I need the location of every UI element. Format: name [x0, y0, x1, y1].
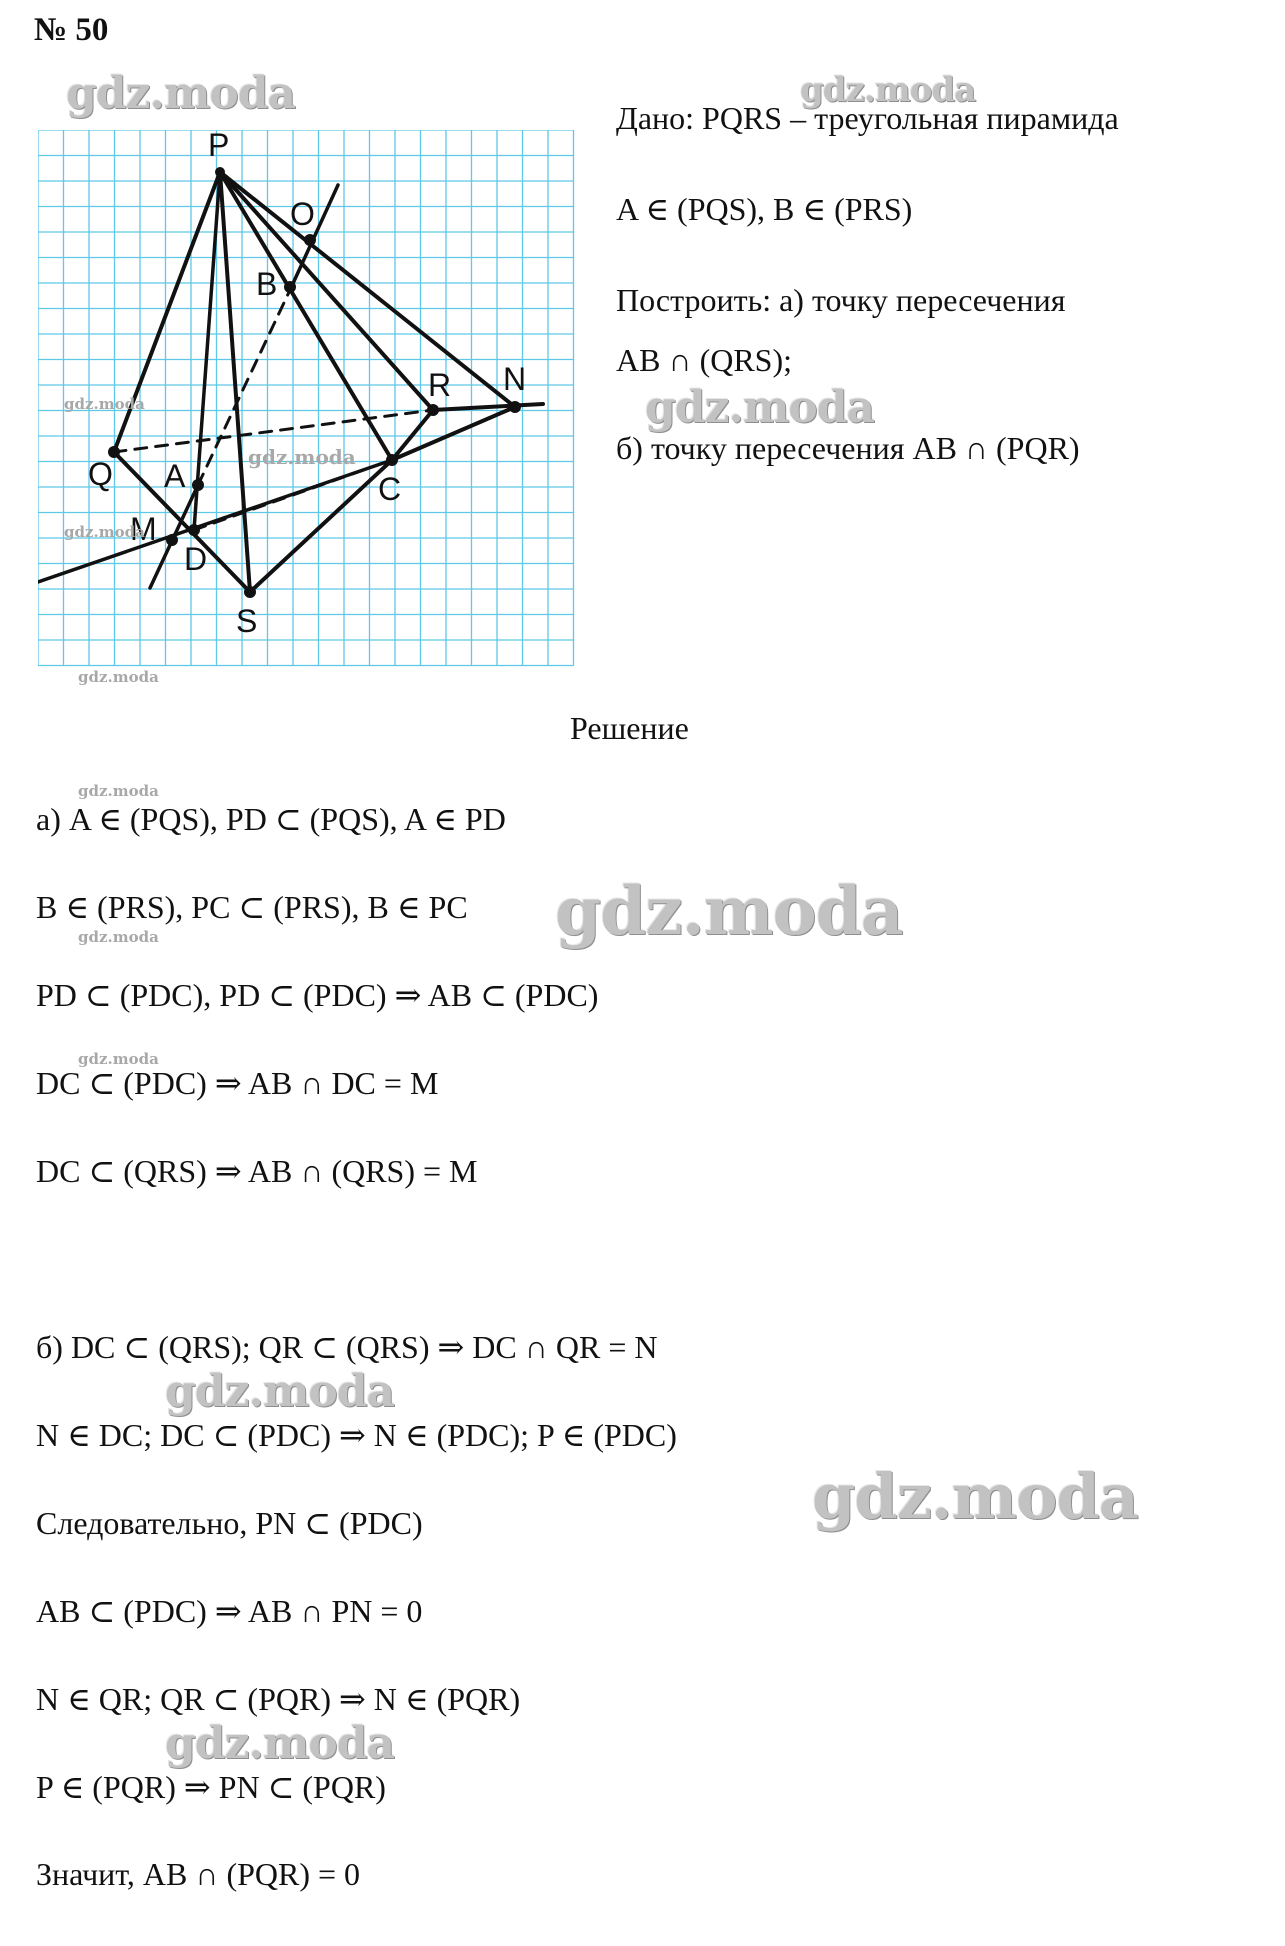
solution-line: DC ⊂ (QRS) ⇒ AB ∩ (QRS) = M [36, 1153, 478, 1189]
point-D [188, 524, 200, 536]
edge-SC [250, 460, 392, 592]
watermark-small: gdz.moda [78, 668, 159, 686]
solution-line: а) A ∈ (PQS), PD ⊂ (PQS), A ∈ PD [36, 801, 506, 837]
given-line-1: Дано: PQRS – треугольная пирамида [616, 100, 1119, 136]
point-S [244, 586, 256, 598]
solution-line: N ∈ DC; DC ⊂ (PDC) ⇒ N ∈ (PDC); P ∈ (PDC) [36, 1417, 677, 1453]
label-N: N [503, 361, 527, 397]
watermark: gdz.moda [165, 1718, 395, 1769]
watermark-small: gdz.moda [64, 523, 145, 541]
watermark: gdz.moda [645, 382, 875, 433]
given-line-4: AB ∩ (QRS); [616, 342, 793, 378]
solution-line: Значит, AB ∩ (PQR) = 0 [36, 1856, 361, 1892]
point-C [386, 454, 398, 466]
label-M: M [130, 511, 157, 547]
label-O: O [290, 196, 315, 232]
line-RN-ext [433, 404, 543, 410]
point-R [427, 404, 439, 416]
watermark: gdz.moda [555, 872, 903, 950]
given-line-3: Построить: а) точку пересечения [616, 282, 1066, 318]
solution-line: AB ⊂ (PDC) ⇒ AB ∩ PN = 0 [36, 1593, 423, 1629]
solution-line: PD ⊂ (PDC), PD ⊂ (PDC) ⇒ AB ⊂ (PDC) [36, 977, 599, 1013]
solution-line: DC ⊂ (PDC) ⇒ AB ∩ DC = M [36, 1065, 439, 1101]
label-A: A [164, 458, 186, 494]
watermark: gdz.moda [812, 1460, 1138, 1533]
solution-line: Следовательно, PN ⊂ (PDC) [36, 1505, 423, 1541]
label-B: B [256, 266, 278, 302]
problem-number: № 50 [34, 12, 109, 48]
label-P: P [208, 130, 230, 163]
label-S: S [236, 603, 258, 639]
solution-title: Решение [570, 710, 689, 746]
solution-line: N ∈ QR; QR ⊂ (PQR) ⇒ N ∈ (PQR) [36, 1681, 521, 1717]
watermark: gdz.moda [165, 1366, 395, 1417]
point-M [166, 534, 178, 546]
point-P [215, 167, 225, 177]
watermark-small: gdz.moda [78, 928, 159, 946]
watermark: gdz.moda [800, 70, 976, 110]
point-O [304, 234, 316, 246]
label-Q: Q [88, 456, 113, 492]
watermark-small: gdz.moda [64, 395, 145, 413]
label-R: R [428, 367, 452, 403]
point-N [509, 401, 521, 413]
solution-line: б) DC ⊂ (QRS); QR ⊂ (QRS) ⇒ DC ∩ QR = N [36, 1329, 658, 1365]
label-D: D [184, 541, 208, 577]
label-C: C [378, 471, 402, 507]
watermark-small: gdz.moda [78, 782, 159, 800]
watermark-small: gdz.moda [248, 445, 356, 469]
point-B [284, 281, 296, 293]
solution-line: B ∈ (PRS), PC ⊂ (PRS), B ∈ PC [36, 889, 468, 925]
point-A [192, 479, 204, 491]
watermark: gdz.moda [66, 68, 296, 119]
given-line-5: б) точку пересечения AB ∩ (PQR) [616, 430, 1080, 466]
watermark-small: gdz.moda [78, 1050, 159, 1068]
given-line-2: A ∈ (PQS), B ∈ (PRS) [616, 191, 913, 227]
solution-line: P ∈ (PQR) ⇒ PN ⊂ (PQR) [36, 1769, 386, 1805]
